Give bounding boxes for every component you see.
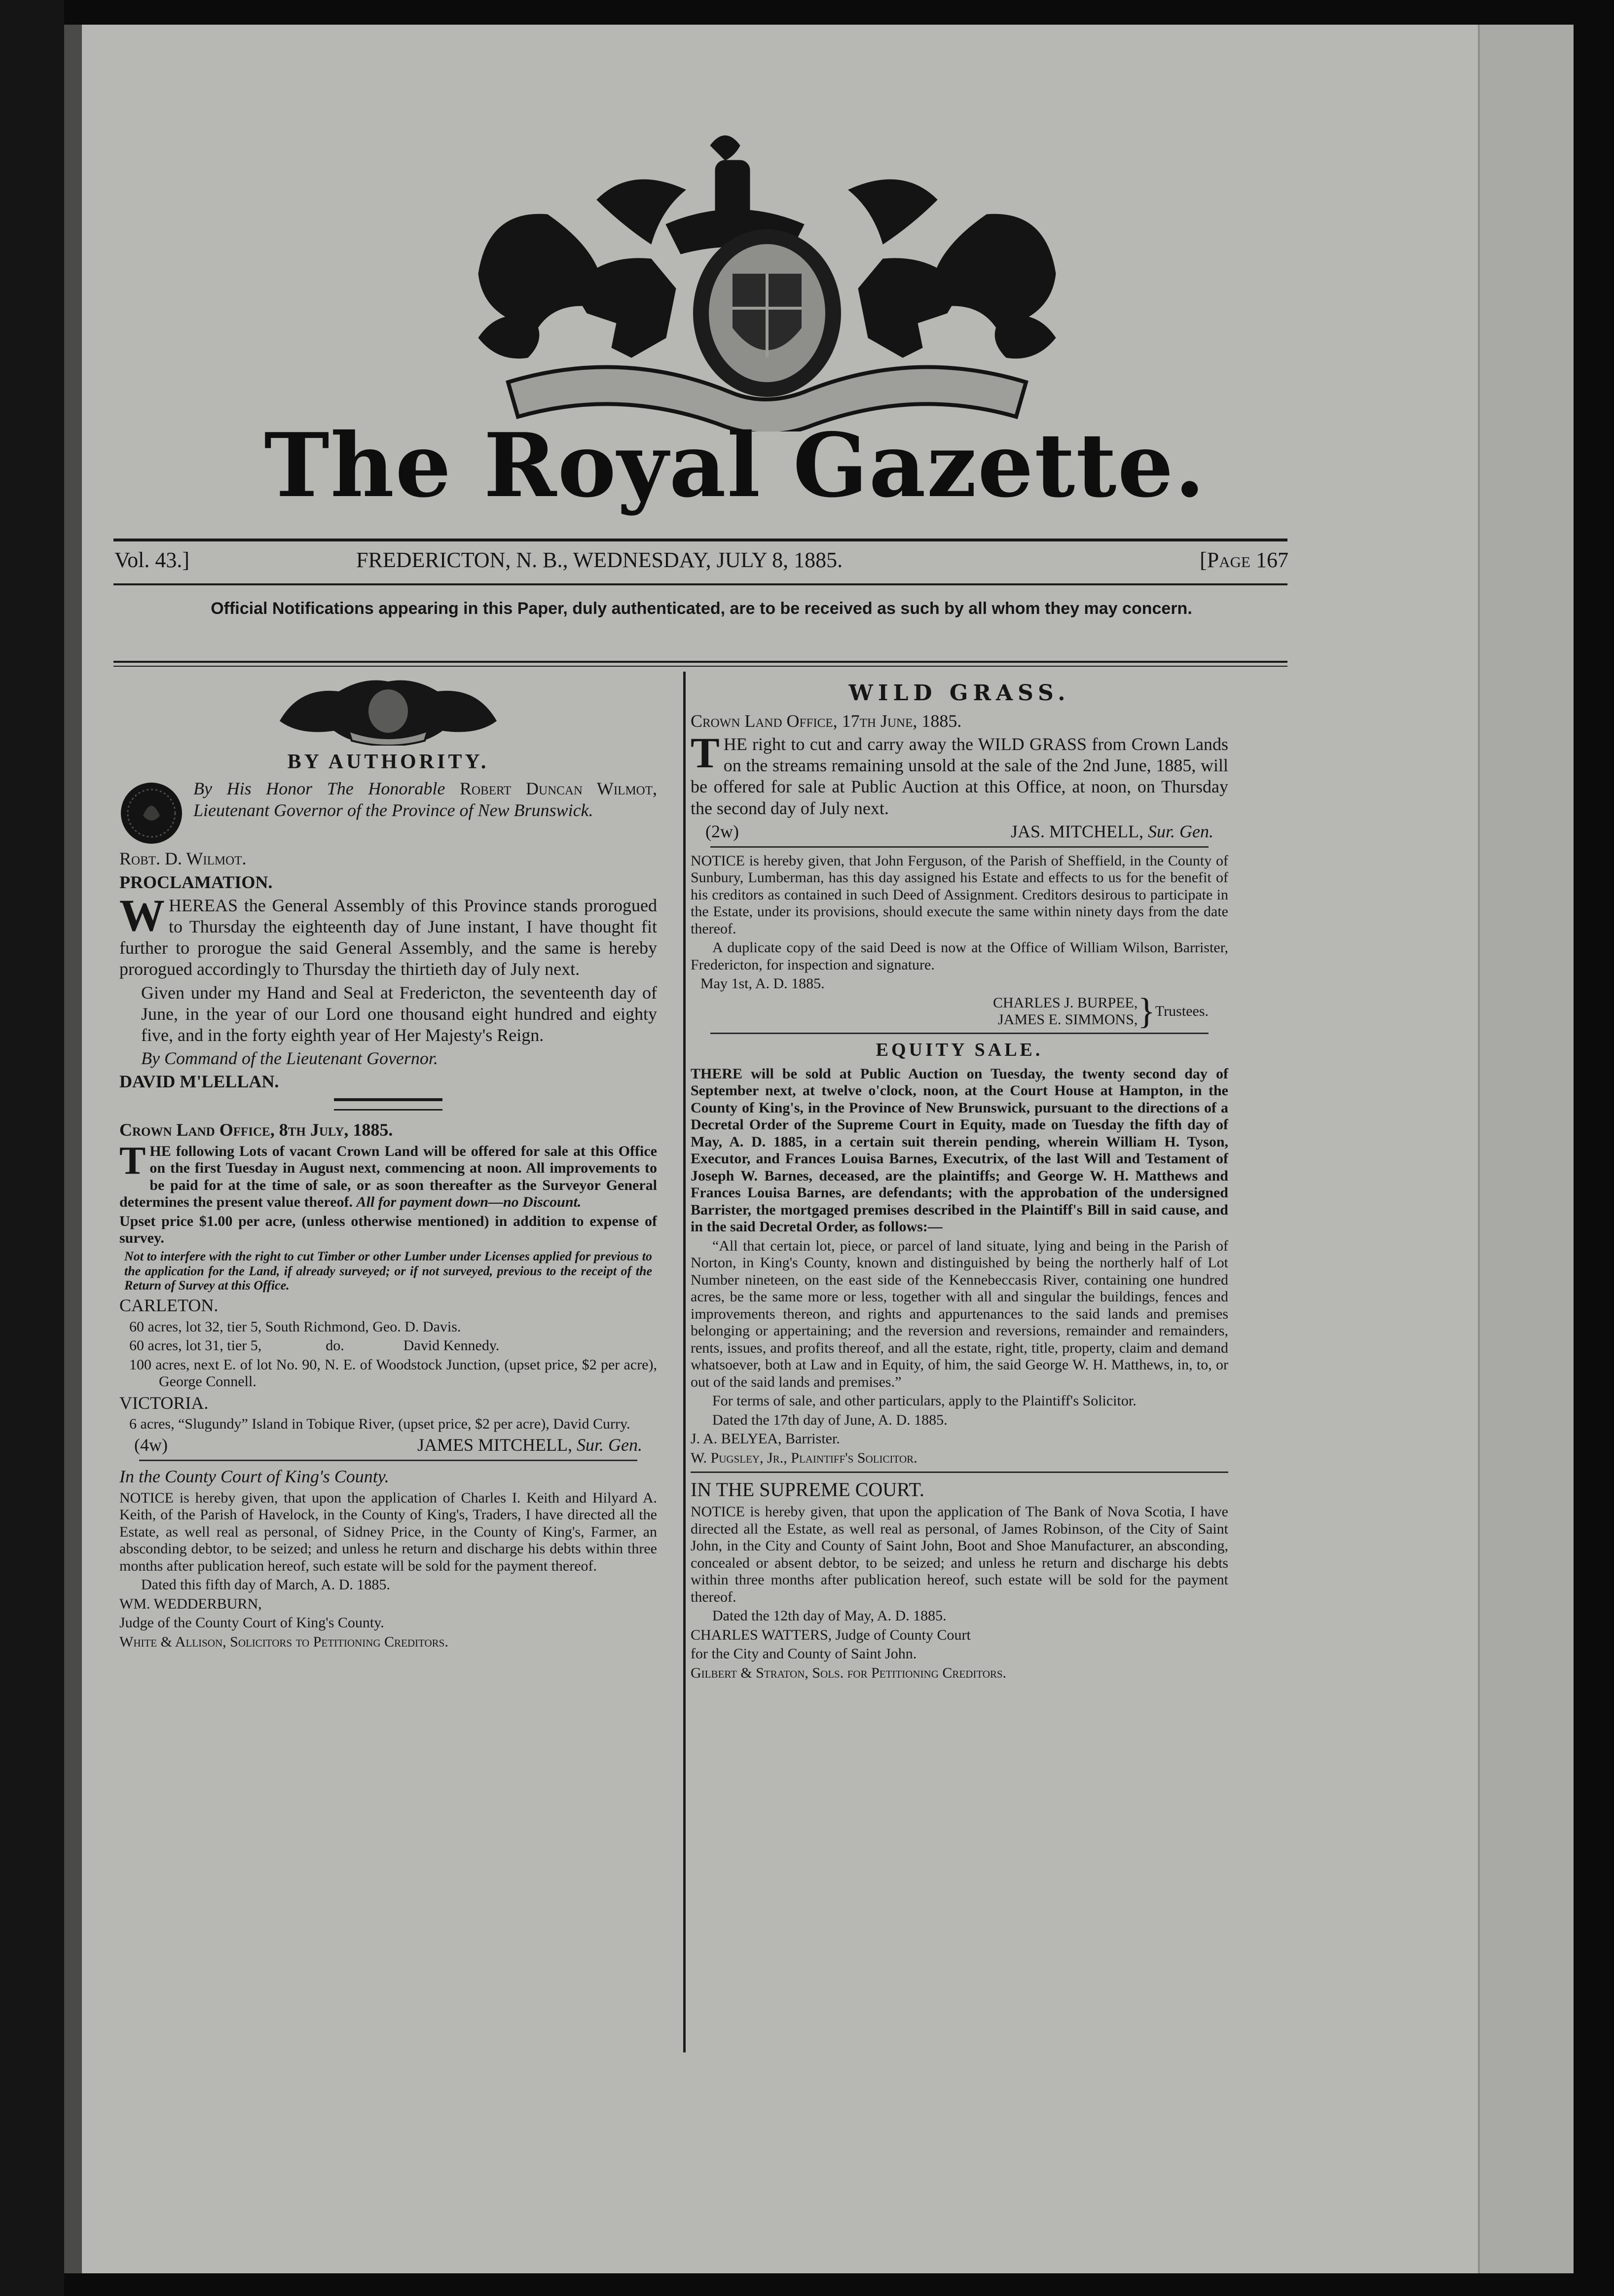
- wild-grass-body: THE right to cut and carry away the WILD GRASS from Crown Lands on the streams remaining unsold at the sale of the 2nd June, 1885, will be offered for sale at Public Auction at this Office, at noon, on Thursday the second day of July next.: [691, 729, 1228, 818]
- crown-land-dateline: Crown Land Office, 8th July, 1885.: [119, 1120, 393, 1140]
- equity-sale-dated: Dated the 17th day of June, A. D. 1885.: [712, 1411, 948, 1428]
- equity-sale-heading: EQUITY SALE.: [876, 1039, 1043, 1060]
- barrister-signature: J. A. BELYEA, Barrister.: [691, 1431, 840, 1447]
- dropcap-t: T: [119, 1139, 146, 1183]
- header-rule-upper: [113, 661, 1287, 663]
- secretary-signature: DAVID M'LELLAN.: [119, 1072, 279, 1092]
- gutter-shadow: [64, 25, 82, 2273]
- dateline: [114, 547, 1288, 582]
- ferguson-duplicate: A duplicate copy of the said Deed is now at the Office of William Wilson, Barrister, Fredericton, for inspection and signature.: [691, 939, 1228, 973]
- page-number: [Page 167: [1200, 548, 1288, 572]
- crown-land-body: THE following Lots of vacant Crown Land will be offered for sale at this Office on the first Tuesday in August next, commencing at noon. All improvements to be paid for at the time of sale, or as soon thereafter as the Surveyor General determines the present value thereof. All for payment down—no Discount.: [119, 1139, 657, 1211]
- proclamation-authority: [119, 778, 657, 821]
- right-column: [691, 677, 1228, 1684]
- supreme-court-dated: Dated the 12th day of May, A. D. 1885.: [712, 1608, 947, 1624]
- judge-title: Judge of the County Court of King's County.: [119, 1614, 384, 1631]
- book-binding: [0, 0, 64, 2296]
- equity-sale-terms: For terms of sale, and other particulars, apply to the Plaintiff's Solicitor.: [712, 1393, 1137, 1409]
- dateline-rule: [113, 583, 1287, 585]
- county-court-heading: In the County Court of King's County.: [119, 1467, 389, 1487]
- trustees-signature: [691, 991, 1228, 1032]
- supreme-court-body: NOTICE is hereby given, that upon the application of The Bank of Nova Scotia, I have directed all the Estate, as well real as personal, of James Robinson, of the City of Saint John, in the City and County of Saint John, Boot and Shoe Manufacturer, an absconding, concealed or absent debtor, to be seized; and unless he return and discharge his debts within three months after publication hereof, such estate will be sold for the payment thereof.: [691, 1504, 1228, 1605]
- page-edge: [1478, 25, 1574, 2273]
- dropcap-w: W: [119, 890, 165, 940]
- judge-signature: CHARLES WATTERS, Judge of County Court: [691, 1626, 971, 1643]
- lot-entry: 6 acres, “Slugundy” Island in Tobique River, (upset price, $2 per acre), David Curry.: [129, 1415, 630, 1432]
- honor-name: Robert Duncan Wilmot,: [459, 779, 658, 799]
- lot-entry: 100 acres, next E. of lot No. 90, N. E. of Woodstock Junction, (upset price, $2 per acre), George Connell.: [129, 1356, 657, 1390]
- carleton-heading: CARLETON.: [119, 1295, 219, 1316]
- brace-symbol: }: [1137, 991, 1155, 1032]
- upset-price: Upset price $1.00 per acre, (unless otherwise mentioned) in addition to expense of survey.: [119, 1213, 657, 1247]
- seal-icon: [119, 781, 183, 845]
- left-column: [119, 677, 657, 1652]
- insertion-mark: (4w): [134, 1435, 168, 1455]
- plaintiff-solicitor: W. Pugsley, Jr., Plaintiff's Solicitor.: [691, 1449, 917, 1466]
- official-notice-line: Official Notifications appearing in this Paper, duly authenticated, are to be received as such by all whom they may concern.: [211, 599, 1192, 618]
- by-authority-heading: BY AUTHORITY.: [287, 751, 489, 773]
- place-and-date: FREDERICTON, N. B., WEDNESDAY, JULY 8, 1885.: [356, 548, 843, 572]
- victoria-heading: VICTORIA.: [119, 1393, 209, 1413]
- section-rule: [139, 1460, 637, 1461]
- county-court-dated: Dated this fifth day of March, A. D. 1885.: [141, 1577, 390, 1593]
- honor-rest: Lieutenant Governor of the Province of New Brunswick.: [193, 800, 593, 820]
- insertion-mark: (2w): [705, 821, 739, 841]
- header-rule-lower: [113, 666, 1287, 667]
- county-court-body: NOTICE is hereby given, that upon the application of Charles I. Keith and Hilyard A. Keith, of the Parish of Havelock, in the County of King's, Traders, I have directed all the Estate, as well real as personal, of Sidney Price, in the County of King's, Farmer, an absconding debtor, to be seized; and unless he return and discharge his debts within three months after publication hereof, such estate will be sold for the payment thereof.: [119, 1489, 657, 1574]
- wild-grass-signature-line: [691, 821, 1228, 842]
- given-under-hand: Given under my Hand and Seal at Fredericton, the seventeenth day of June, in the year of our Lord one thousand eight hundred and eighty five, and in the forty eighth year of Her Majesty's Reign.: [141, 982, 657, 1045]
- masthead-rule: [113, 538, 1287, 541]
- volume-number: Vol. 43.]: [114, 548, 189, 572]
- lot-entry: 60 acres, lot 32, tier 5, South Richmond, Geo. D. Davis.: [129, 1318, 461, 1335]
- county-solicitors: White & Allison, Solicitors to Petitioning Creditors.: [119, 1633, 448, 1650]
- section-rule: [710, 846, 1209, 848]
- equity-sale-description: “All that certain lot, piece, or parcel of land situate, lying and being in the Parish of Norton, in King's County, known and distinguished by being the northerly half of Lot Number nineteen, on the east side of the Kennebeccasis River, containing one hundred acres, be the same more or less, together with all and singular the buildings, fences and improvements thereon, and rights and appurtenances to the said lands and premises belonging or appertaining; and the reversion and reversions, remainder and remainders, rents, issues, and profits thereof, and all the estate, right, title, property, claim and demand whatsoever, both at Law and in Equity, of him, the said George W. H. Matthews, in, to, or out of the said lands and premises.”: [691, 1237, 1228, 1390]
- surveyor-signature: JAMES MITCHELL, Sur. Gen.: [417, 1435, 642, 1455]
- lot-entry: 60 acres, lot 31, tier 5, do. David Kennedy.: [129, 1337, 500, 1354]
- ferguson-date: May 1st, A. D. 1885.: [700, 975, 825, 992]
- proclamation-body: WHEREAS the General Assembly of this Province stands prorogued to Thursday the eighteenth day of June instant, I have thought fit further to prorogue the said General Assembly, and the same is hereby prorogued accordingly to Thursday the thirtieth day of July next.: [119, 890, 657, 979]
- supreme-court-heading: IN THE SUPREME COURT.: [691, 1478, 924, 1501]
- column-divider: [683, 672, 686, 2052]
- surveyor-signature: JAS. MITCHELL, Sur. Gen.: [1011, 821, 1213, 841]
- trustees-label: Trustees.: [1155, 1003, 1209, 1020]
- governor-signature: Robt. D. Wilmot.: [119, 849, 247, 869]
- timber-caution: Not to interfere with the right to cut Timber or other Lumber under Licenses applied for previous to the application for the Land, if already surveyed; or if not surveyed, previous to the receipt of the Return of Survey at this Office.: [124, 1249, 652, 1293]
- crown-signature-line: [119, 1435, 657, 1456]
- royal-coat-of-arms: [434, 126, 1100, 431]
- proclamation-title: PROCLAMATION.: [119, 872, 273, 892]
- judge-title: for the City and County of Saint John.: [691, 1646, 917, 1662]
- equity-sale-body: THERE will be sold at Public Auction on Tuesday, the twenty second day of September next, at twelve o'clock, noon, at the Court House at Hampton, in the County of King's, in the Province of New Brunswick, pursuant to the directions of a Decretal Order of the Supreme Court in Equity, made on Tuesday the fifth day of May, A. D. 1885, in a certain suit therein pending, wherein William H. Tyson, Executor, and Frances Louisa Barnes, Executrix, of the last Will and Testament of Joseph W. Barnes, deceased, are the plaintiffs; and George W. H. Matthews and Frances Louisa Barnes, are defendants; with the approbation of the undersigned Barrister, the mortgaged premises described in the Plaintiff's Bill in said cause, and in the said Decretal Order, as follows:—: [691, 1065, 1228, 1235]
- ferguson-notice-body: NOTICE is hereby given, that John Ferguson, of the Parish of Sheffield, in the County of Sunbury, Lumberman, has this day assigned his Estate and effects to us for the benefit of his creditors as contained in such Deed of Assignment. Creditors desirous to participate in the Estate, under its provisions, should execute the same within ninety days from the date thereof.: [691, 852, 1228, 937]
- section-rule: [710, 1033, 1209, 1034]
- newspaper-title: The Royal Gazette.: [264, 414, 1206, 517]
- section-rule: [691, 1471, 1228, 1473]
- dropcap-t: T: [691, 729, 720, 777]
- by-command: By Command of the Lieutenant Governor.: [141, 1048, 438, 1069]
- supreme-court-solicitors: Gilbert & Straton, Sols. for Petitioning Creditors.: [691, 1664, 1007, 1681]
- wild-grass-dateline: Crown Land Office, 17th June, 1885.: [691, 711, 962, 731]
- honor-intro: By His Honor The Honorable: [193, 779, 445, 799]
- trustee-name: JAMES E. SIMMONS,: [998, 1011, 1138, 1028]
- judge-signature: WM. WEDDERBURN,: [119, 1595, 262, 1612]
- section-divider: [334, 1098, 442, 1111]
- wild-grass-heading: WILD GRASS.: [848, 681, 1070, 706]
- trustee-name: CHARLES J. BURPEE,: [993, 994, 1138, 1011]
- small-coat-of-arms: [250, 677, 526, 746]
